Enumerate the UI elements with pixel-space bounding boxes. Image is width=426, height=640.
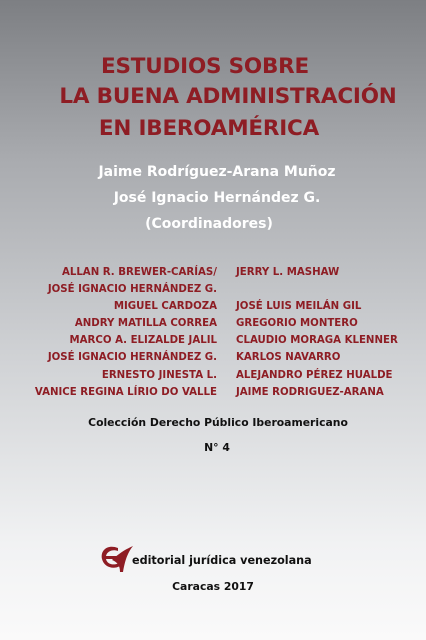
author-name: JOSÉ LUIS MEILÁN GIL [236,301,362,313]
authors-left-column [35,264,217,401]
author-name: GREGORIO MONTERO [236,318,358,330]
author-spacer [236,281,398,298]
title-line-3: EN IBEROAMÉRICA [98,116,320,141]
city-year: Caracas 2017 [172,580,254,593]
coordinators-role: (Coordinadores) [145,216,273,232]
author-name: CLAUDIO MORAGA KLENNER [236,335,398,347]
author-name: JERRY L. MASHAW [236,267,340,278]
author-name: JOSÉ IGNACIO HERNÁNDEZ G. [47,352,217,364]
title-line-1: ESTUDIOS SOBRE [101,54,309,79]
publisher-name: editorial jurídica venezolana [132,554,312,567]
author-name: ANDRY MATILLA CORREA [74,318,217,330]
author-name: MIGUEL CARDOZA [113,301,217,313]
collection-number: N° 4 [204,441,230,454]
coordinator-name-1: Jaime Rodríguez-Arana Muñoz [98,164,336,180]
author-name: ERNESTO JINESTA L. [101,369,217,381]
title-line-2: LA BUENA ADMINISTRACIÓN [59,84,397,109]
author-name: MARCO A. ELIZALDE JALIL [69,335,217,347]
author-name: ALEJANDRO PÉREZ HUALDE [236,369,393,381]
author-name: KARLOS NAVARRO [236,352,341,364]
collection-name: Colección Derecho Público Iberoamericano [88,416,348,429]
author-name: JOSÉ IGNACIO HERNÁNDEZ G. [47,284,217,296]
authors-right-column [236,264,398,401]
author-name: ALLAN R. BREWER-CARÍAS/ [61,267,217,278]
author-name: VANICE REGINA LÍRIO DO VALLE [34,386,217,398]
ejv-logo-icon [98,540,134,576]
author-name: JAIME RODRIGUEZ-ARANA [236,386,384,398]
coordinator-name-2: José Ignacio Hernández G. [113,190,321,206]
